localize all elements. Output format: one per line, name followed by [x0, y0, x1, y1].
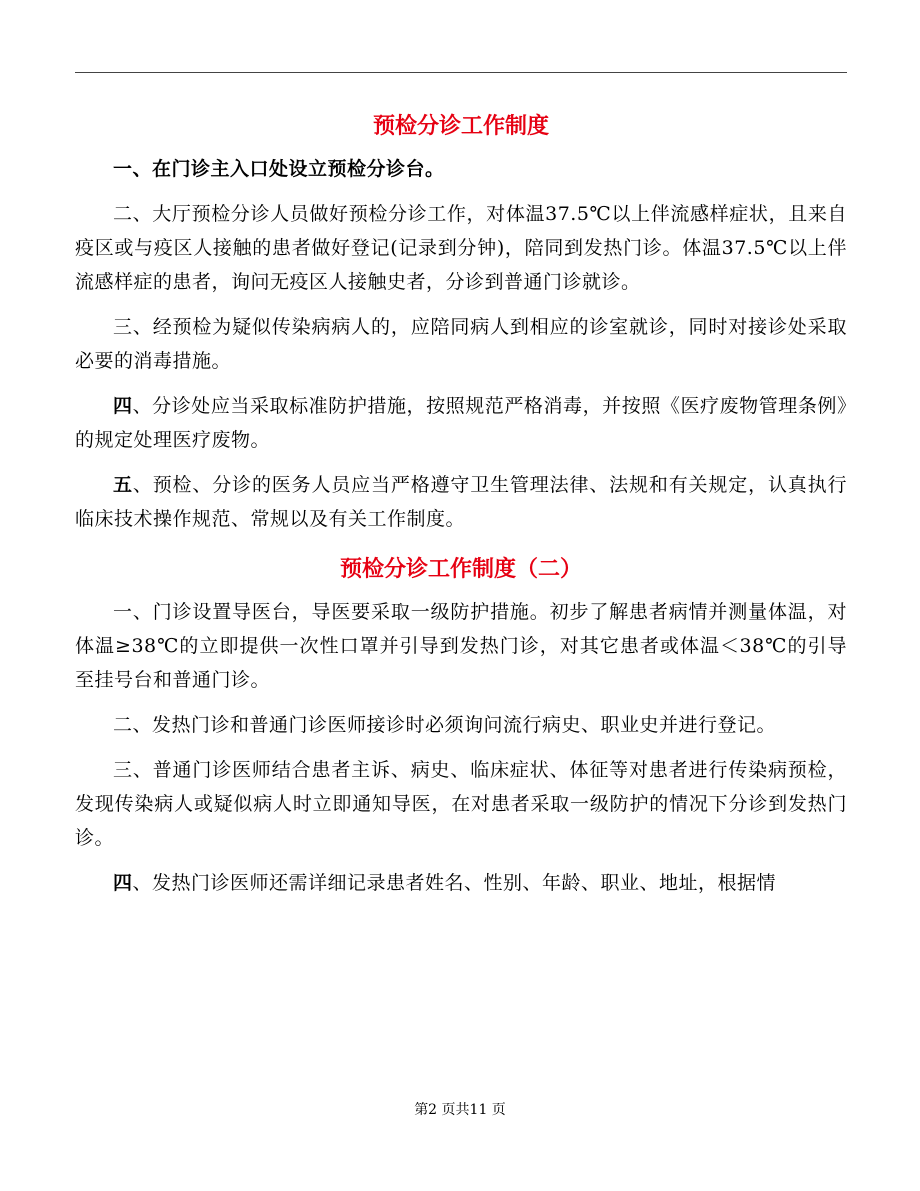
paragraph-text: 三、经预检为疑似传染病病人的，应陪同病人到相应的诊室就诊，同时对接诊处采取必要的消毒措施。	[75, 316, 847, 372]
paragraph-text: 、发热门诊医师还需详细记录患者姓名、性别、年龄、职业、地址，根据情	[132, 872, 777, 894]
paragraph-2-3	[75, 753, 847, 855]
paragraph-2-2	[75, 708, 847, 742]
paragraph-text: 、分诊处应当采取标准防护措施，按照规范严格消毒，并按照《医疗废物管理条例》的规定处理医疗废物。	[75, 395, 847, 451]
paragraph-1-4	[75, 389, 847, 457]
paragraph-2-1	[75, 595, 847, 697]
header-rule	[75, 72, 847, 73]
paragraph-lead: 四	[113, 872, 133, 894]
paragraph-2-4	[75, 866, 847, 900]
paragraph-text: 三、普通门诊医师结合患者主诉、病史、临床症状、体征等对患者进行传染病预检，发现传染病人或疑似病人时立即通知导医，在对患者采取一级防护的情况下分诊到发热门诊。	[75, 759, 847, 849]
paragraph-lead: 四	[113, 395, 133, 417]
page-number-footer: 第2 页共11 页	[414, 1102, 506, 1118]
paragraph-lead: 一、在门诊主入口处设立预检分诊台。	[113, 158, 445, 180]
paragraph-text: 二、大厅预检分诊人员做好预检分诊工作，对体温37.5℃以上伴流感样症状，且来自疫区或与疫区人接触的患者做好登记(记录到分钟)，陪同到发热门诊。体温37.5℃以上伴流感样症的患者，询问无疫区人接触史者，分诊到普通门诊就诊。	[75, 203, 847, 293]
paragraph-1-2	[75, 197, 847, 299]
section-title-2: 预检分诊工作制度（二）	[339, 556, 582, 582]
section-title-1: 预检分诊工作制度	[372, 113, 549, 139]
paragraph-1-3	[75, 310, 847, 378]
paragraph-lead: 五	[113, 474, 133, 496]
paragraph-1-1	[75, 152, 847, 186]
paragraph-text: 、预检、分诊的医务人员应当严格遵守卫生管理法律、法规和有关规定，认真执行临床技术操作规范、常规以及有关工作制度。	[75, 474, 847, 530]
document-body	[75, 100, 847, 911]
paragraph-text: 一、门诊设置导医台，导医要采取一级防护措施。初步了解患者病情并测量体温，对体温≥38℃的立即提供一次性口罩并引导到发热门诊，对其它患者或体温＜38℃的引导至挂号台和普通门诊。	[75, 601, 847, 691]
paragraph-1-5	[75, 468, 847, 536]
paragraph-text: 二、发热门诊和普通门诊医师接诊时必须询问流行病史、职业史并进行登记。	[113, 714, 777, 736]
